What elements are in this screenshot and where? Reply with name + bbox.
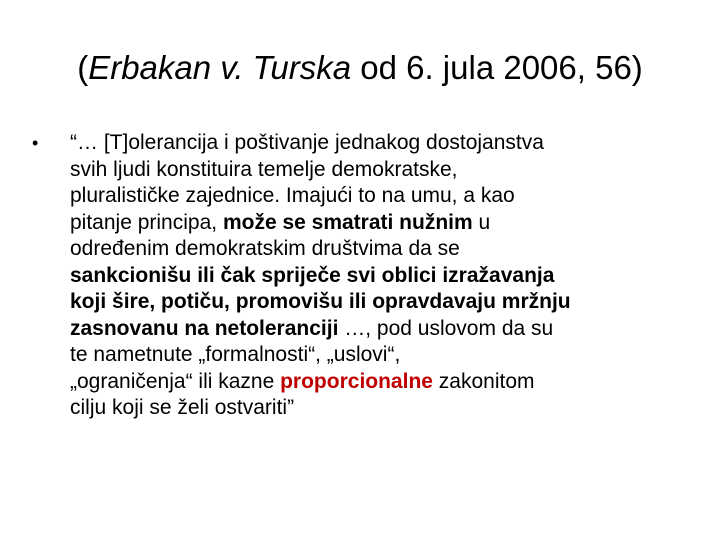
bullet-text-line	[70, 157, 720, 184]
title-case-name: Erbakan v. Turska	[88, 49, 352, 86]
bullet-glyph: •	[32, 133, 39, 153]
text-run: pitanje principa,	[70, 210, 223, 234]
emphasis-red-text: proporcionalne	[280, 369, 433, 393]
text-run: zakonitom	[432, 369, 535, 393]
text-run: …, pod uslovom da su	[338, 316, 554, 340]
bullet-text-line	[70, 210, 720, 237]
emphasis-bold-text: može se smatrati nužnim	[222, 210, 473, 234]
text-run: određenim demokratskim društvima da se	[70, 237, 460, 260]
text-run: „ograničenja“ ili kazne	[70, 369, 281, 393]
bullet-text-line	[70, 369, 720, 396]
bullet-text-line	[70, 183, 720, 210]
bullet-text-line	[70, 263, 720, 290]
text-run: svih ljudi konstituira temelje demokratske,	[70, 157, 458, 181]
bullet-text-line	[70, 316, 720, 343]
title-open-paren: (	[77, 49, 89, 86]
bullet-text-line	[70, 289, 720, 316]
text-run: te nametnute „formalnosti“, „uslovi“,	[70, 343, 401, 366]
emphasis-bold-text: zasnovanu na netoleranciji	[70, 316, 339, 340]
bullet-text	[70, 130, 720, 422]
emphasis-bold-text: koji šire, potiču, promovišu ili opravdavaju mržnju	[70, 290, 571, 313]
text-run: “… [T]olerancija i poštivanje jednakog dostojanstva	[70, 131, 544, 154]
bullet-text-line	[70, 395, 720, 422]
text-run: u	[472, 210, 491, 234]
emphasis-bold-text: sankcionišu ili čak spriječe svi oblici izražavanja	[70, 263, 555, 287]
text-run: cilju koji se želi ostvariti”	[70, 396, 295, 419]
bullet-text-line	[70, 130, 720, 157]
text-run: pluralističke zajednice. Imajući to na umu, a kao	[70, 184, 515, 207]
slide-title	[0, 46, 720, 90]
bullet-text-line	[70, 236, 720, 263]
title-rest: od 6. jula 2006, 56)	[351, 49, 643, 86]
bullet-text-line	[70, 342, 720, 369]
